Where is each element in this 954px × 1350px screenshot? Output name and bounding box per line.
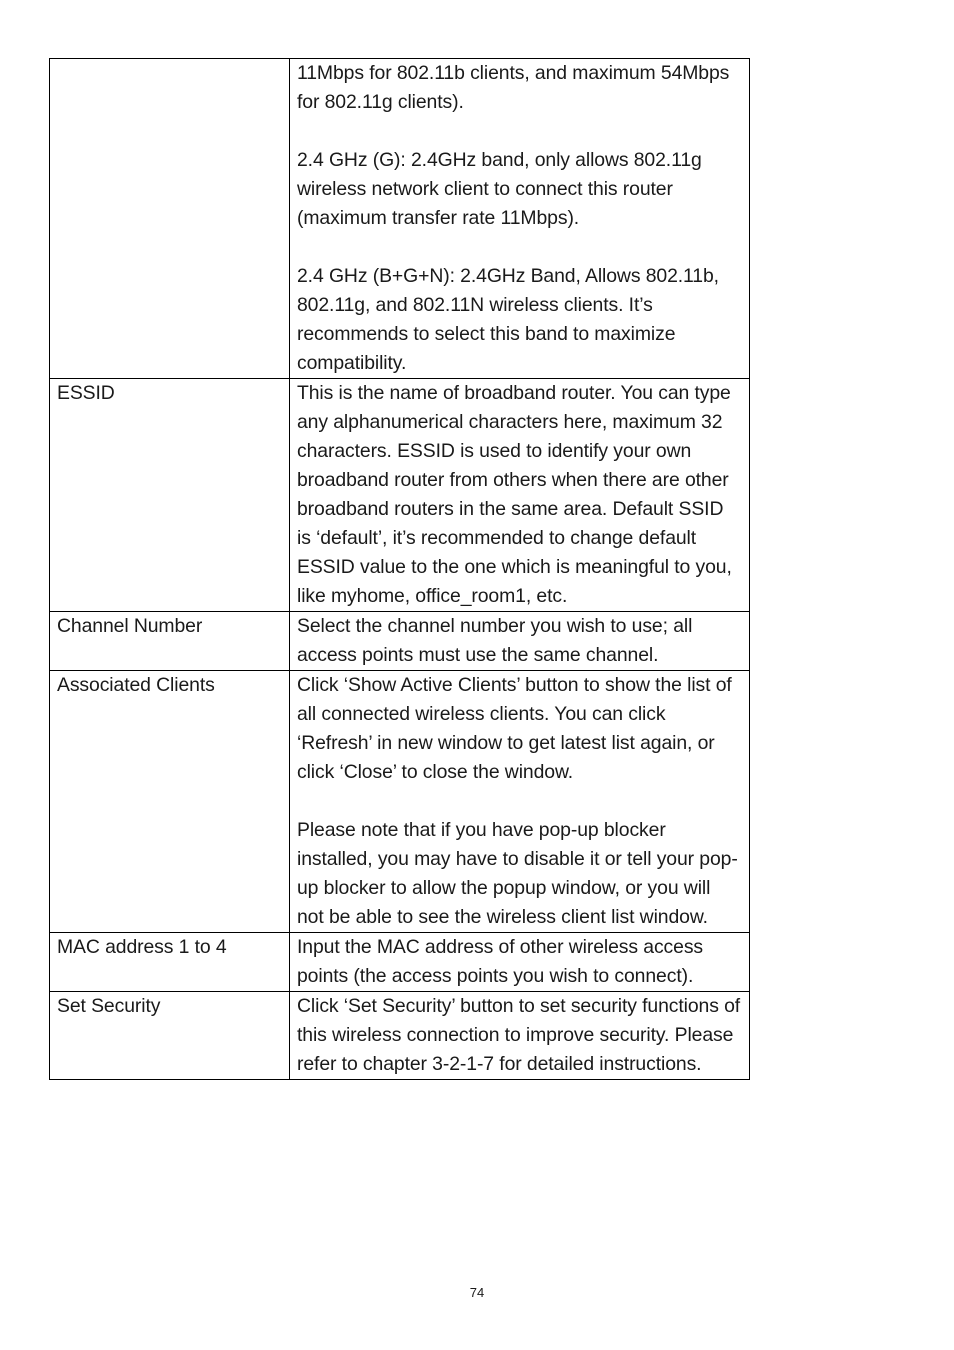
- setting-description: [290, 671, 750, 933]
- setting-description: [290, 59, 750, 379]
- description-paragraph: Input the MAC address of other wireless access points (the access points you wish to connect).: [297, 936, 704, 987]
- setting-description: [290, 379, 750, 612]
- table-row: [50, 59, 750, 379]
- setting-label: [50, 59, 290, 379]
- setting-label: Channel Number: [50, 612, 290, 671]
- setting-description: [290, 992, 750, 1080]
- setting-label: Set Security: [50, 992, 290, 1080]
- table-row: [50, 612, 750, 671]
- setting-label: MAC address 1 to 4: [50, 933, 290, 992]
- settings-description-table: [49, 58, 750, 1080]
- setting-description: [290, 933, 750, 992]
- table-row: [50, 379, 750, 612]
- setting-label: ESSID: [50, 379, 290, 612]
- description-paragraph: 2.4 GHz (G): 2.4GHz band, only allows 802.11g wireless network client to connect this router (maximum transfer rate 11Mbps).: [297, 149, 702, 229]
- table-row: [50, 933, 750, 992]
- description-paragraph: Please note that if you have pop-up blocker installed, you may have to disable it or tell your pop-up blocker to allow the popup window, or you will not be able to see the wireless client list window.: [297, 819, 738, 928]
- description-paragraph: 11Mbps for 802.11b clients, and maximum 54Mbps for 802.11g clients).: [297, 62, 730, 113]
- setting-description: [290, 612, 750, 671]
- page-number: 74: [469, 1285, 485, 1300]
- table-row: [50, 992, 750, 1080]
- description-paragraph: Select the channel number you wish to use; all access points must use the same channel.: [297, 615, 693, 666]
- description-paragraph: 2.4 GHz (B+G+N): 2.4GHz Band, Allows 802.11b, 802.11g, and 802.11N wireless clients. It’s recommends to select this band to maximize compatibility.: [297, 265, 719, 374]
- description-paragraph: Click ‘Set Security’ button to set security functions of this wireless connection to improve security. Please refer to chapter 3-2-1-7 for detailed instructions.: [297, 995, 741, 1075]
- description-paragraph: This is the name of broadband router. You can type any alphanumerical characters here, maximum 32 characters. ESSID is used to identify your own broadband router from others when there are other broadband routers in the same area. Default SSID is ‘default’, it’s recommended to change default ESSID value to the one which is meaningful to you, like myhome, office_room1, etc.: [297, 382, 732, 607]
- description-paragraph: Click ‘Show Active Clients’ button to show the list of all connected wireless clients. You can click ‘Refresh’ in new window to get latest list again, or click ‘Close’ to close the window.: [297, 674, 732, 783]
- table-row: [50, 671, 750, 933]
- setting-label: Associated Clients: [50, 671, 290, 933]
